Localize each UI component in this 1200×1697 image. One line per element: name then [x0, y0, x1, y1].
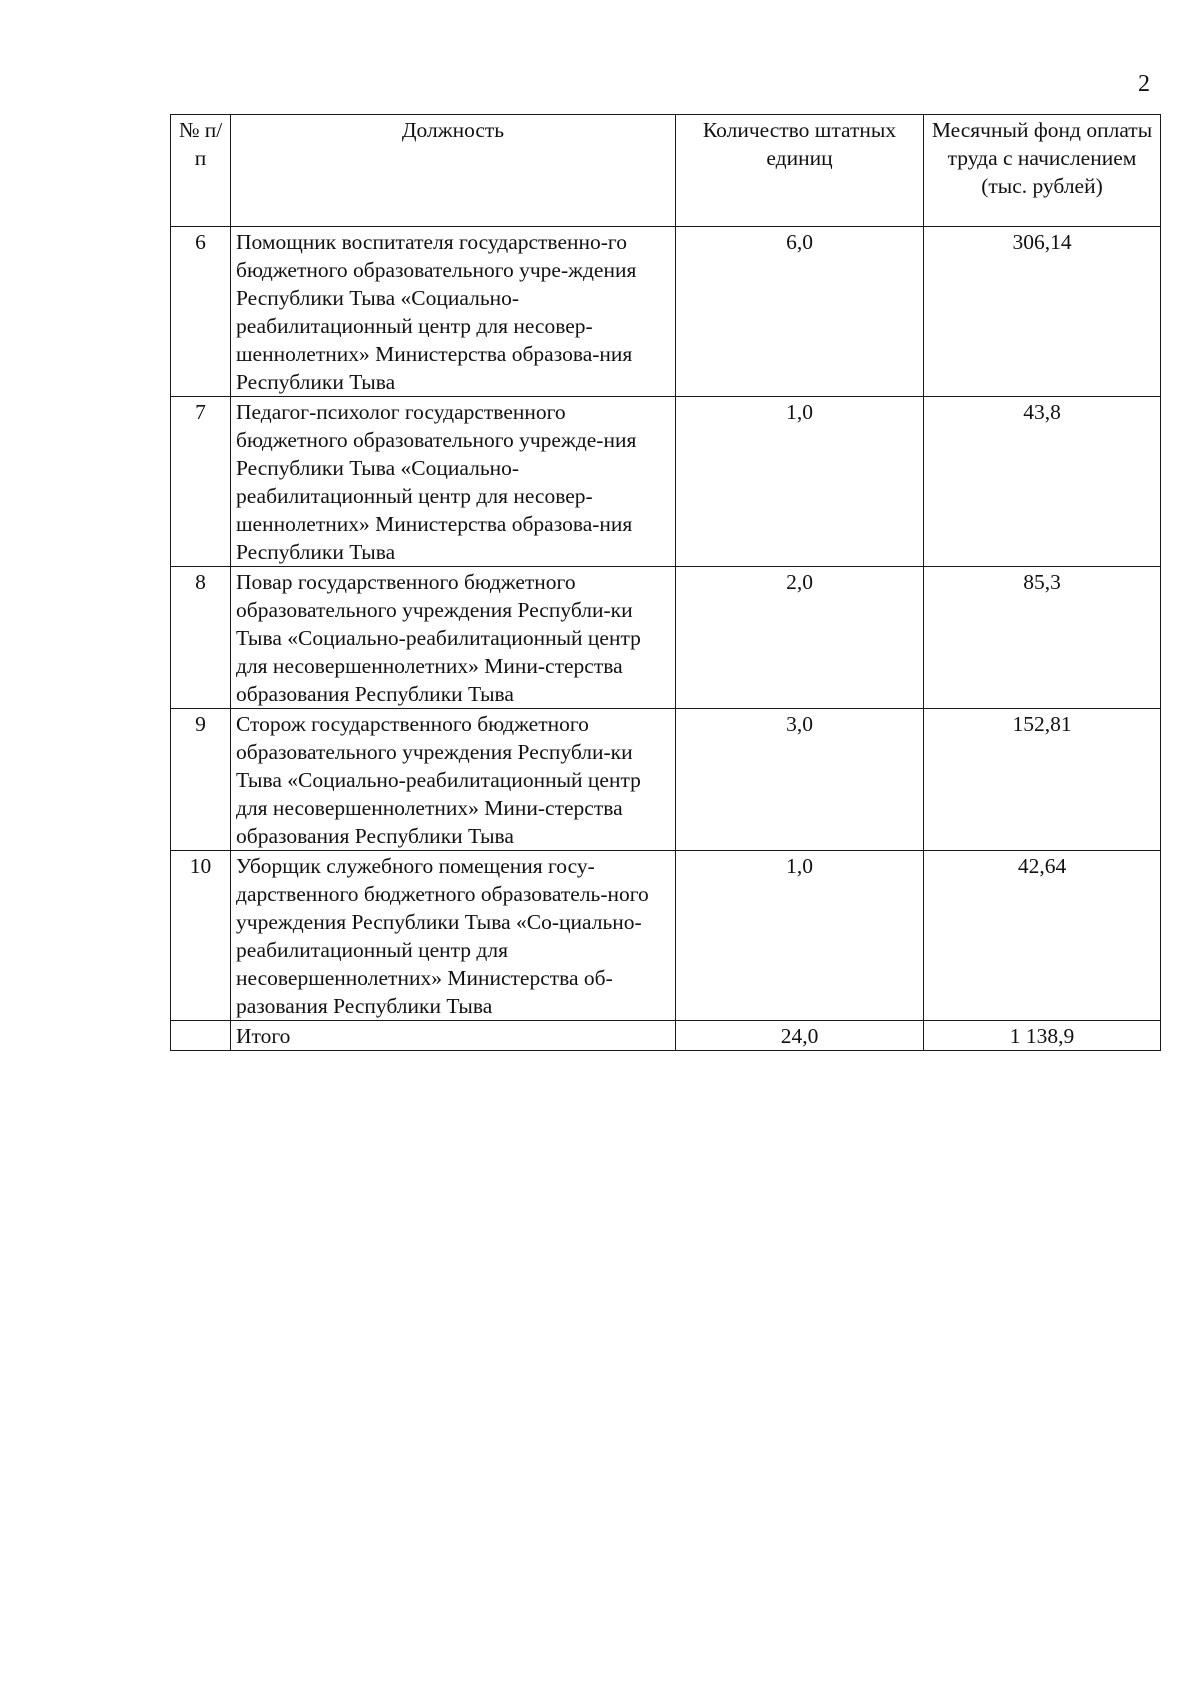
row-num: 7 — [171, 397, 231, 567]
total-label: Итого — [231, 1021, 676, 1051]
table-header-row — [171, 115, 1161, 227]
page-number: 2 — [1138, 71, 1150, 97]
header-num: № п/п — [171, 115, 231, 227]
row-position: Повар государственного бюджетного образовательного учреждения Республи-ки Тыва «Социально-реабилитационный центр для несовершеннолетних» Мини-стерства образования Республики Тыва — [231, 567, 676, 709]
table-row — [171, 709, 1161, 851]
row-count: 1,0 — [676, 851, 924, 1021]
row-num: 10 — [171, 851, 231, 1021]
row-fund: 152,81 — [924, 709, 1161, 851]
total-count: 24,0 — [676, 1021, 924, 1051]
total-num — [171, 1021, 231, 1051]
row-position: Уборщик служебного помещения госу-дарственного бюджетного образователь-ного учреждения Республики Тыва «Со-циально-реабилитационный центр для несовершеннолетних» Министерства об-разования Республики Тыва — [231, 851, 676, 1021]
table-total-row — [171, 1021, 1161, 1051]
row-position: Сторож государственного бюджетного образовательного учреждения Республи-ки Тыва «Социально-реабилитационный центр для несовершеннолетних» Мини-стерства образования Республики Тыва — [231, 709, 676, 851]
table-row — [171, 851, 1161, 1021]
row-count: 3,0 — [676, 709, 924, 851]
table-row — [171, 567, 1161, 709]
row-position: Педагог-психолог государственного бюджетного образовательного учрежде-ния Республики Тыва «Социально-реабилитационный центр для несовер-шеннолетних» Министерства образова-ния Республики Тыва — [231, 397, 676, 567]
row-fund: 306,14 — [924, 227, 1161, 397]
header-fund: Месячный фонд оплаты труда с начислением (тыс. рублей) — [924, 115, 1161, 227]
row-num: 8 — [171, 567, 231, 709]
header-position: Должность — [231, 115, 676, 227]
row-count: 1,0 — [676, 397, 924, 567]
table-row — [171, 227, 1161, 397]
total-fund: 1 138,9 — [924, 1021, 1161, 1051]
row-fund: 43,8 — [924, 397, 1161, 567]
header-count: Количество штатных единиц — [676, 115, 924, 227]
row-position: Помощник воспитателя государственно-го бюджетного образовательного учре-ждения Республики Тыва «Социально-реабилитационный центр для несовер-шеннолетних» Министерства образова-ния Республики Тыва — [231, 227, 676, 397]
row-fund: 42,64 — [924, 851, 1161, 1021]
row-fund: 85,3 — [924, 567, 1161, 709]
row-count: 6,0 — [676, 227, 924, 397]
table-row — [171, 397, 1161, 567]
row-count: 2,0 — [676, 567, 924, 709]
staff-table — [170, 114, 1161, 1051]
row-num: 9 — [171, 709, 231, 851]
row-num: 6 — [171, 227, 231, 397]
